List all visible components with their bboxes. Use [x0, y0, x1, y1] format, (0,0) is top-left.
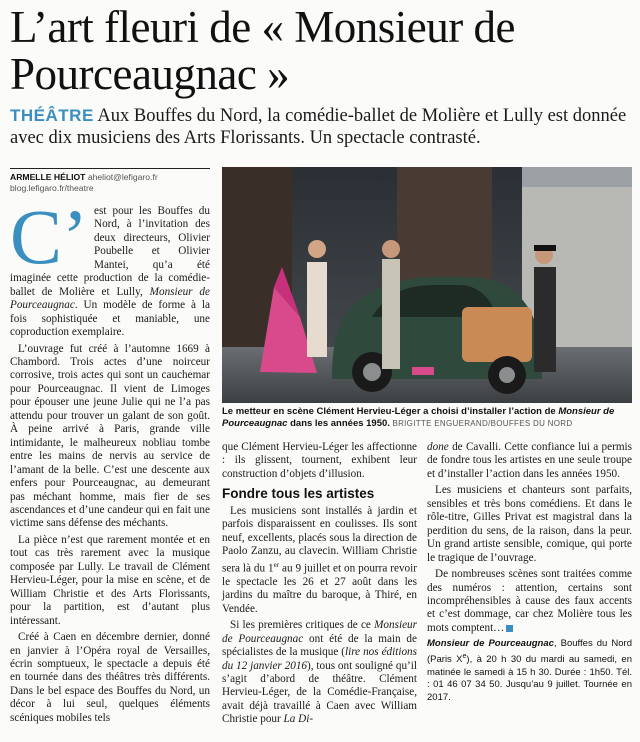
photo-caption: [222, 406, 632, 430]
paragraph: que Clément Hervieu-Léger les affectionne : ils glissent, tournent, exhibent leur construction d’objets d’illusion.: [222, 441, 417, 480]
paragraph: [222, 619, 417, 727]
paragraph: [427, 441, 632, 481]
standfirst: [10, 105, 632, 149]
stage-photo: [222, 167, 632, 403]
info-text: ), à 20 h 30 du mardi au samedi, en matinée le samedi à 15 h 30. Durée : 1h50. Tél. : 01 46 07 34 50. Jusqu’au 9 juillet. Tournée en 2017.: [427, 654, 632, 703]
paragraph: [427, 568, 632, 635]
paragraph: L’ouvrage fut créé à l’automne 1669 à Chambord. Trois actes d’une noirceur corrosive, trois actes qui sont un cauchemar pour Pourceaugnac. Il vient de Limoges pour épouser une jeune Julie qui ne l’a pas attendu pour trouver un galant de son goût. À peine arrivé à Paris, grande ville intimidante, le malheureux nobliau tombe entre les mains de nervis au service de l’amant de la belle. C’est une descente aux enfers pour Pourceaugnac, au demeurant pas méchant homme, mais fier de ses ascendances et d’une candeur qui en fait une victime sans défense des méchants.: [10, 342, 210, 530]
practical-info: [427, 638, 632, 704]
rubric-label: THÉÂTRE: [10, 106, 94, 125]
caption-text: dans les années 1950.: [287, 418, 390, 429]
byline: [10, 168, 210, 194]
dropcap: C’: [10, 193, 88, 280]
caption-text: Le metteur en scène Clément Hervieu-Léger a choisi d’installer l’action de: [222, 406, 559, 417]
headline: L’art fleuri de « Monsieur de Pourceaugnac »: [10, 2, 515, 99]
text: Les musiciens sont installés à jardin et parfois disparaissent en coulisses. Ils sont neuf, excellents, placés sous la direction de Paolo Zanzu, au clavecin. William Christie sera là du 1: [222, 504, 417, 575]
play-title: Monsieur de Pourceaugnac: [222, 619, 417, 645]
info-text: , Bouffes du Nord (Paris X: [427, 638, 633, 665]
play-title: Monsieur de Pourceaugnac: [10, 285, 210, 312]
author-email[interactable]: aheliot@lefigaro.fr: [85, 172, 158, 182]
info-title: Monsieur de Pourceaugnac: [427, 638, 554, 650]
caption-title: Monsieur de Pourceaugnac: [222, 406, 615, 429]
play-title: La Di-: [283, 713, 314, 726]
author-name: ARMELLE HÉLIOT: [10, 172, 86, 182]
text: au 9 juillet et on pourra revoir le spectacle les 26 et 27 août dans les jardins du maître du baroque, à Thiré, en Vendée.: [222, 562, 417, 615]
photo-credit: BRIGITTE ENGUERAND/BOUFFES DU NORD: [389, 419, 573, 428]
column-3: [427, 441, 632, 704]
section-heading: Fondre tous les artistes: [222, 486, 375, 502]
text: Si les premières critiques de ce: [230, 619, 375, 632]
superscript: er: [273, 560, 280, 569]
superscript: e: [462, 652, 467, 660]
paragraph: [10, 193, 210, 340]
author-blog-link[interactable]: blog.lefigaro.fr/theatre: [10, 183, 94, 193]
text: de Cavalli. Cette confiance lui a permis de fondre tous les artistes en une seule troupe et d’installer l’action dans les années 1950.: [427, 441, 632, 480]
text: ), tous ont souligné qu’il s’agit d’abord de théâtre. Clément Hervieu-Léger, de la Comédie-Française, avait déjà travaillé à Caen avec William Christie pour: [222, 659, 417, 726]
text: De nombreuses scènes sont traitées comme des numéros : attention, certains sont incompréhensibles à cause des faux accents et c’est dommage, car chez Molière tous les mots comptent…: [427, 568, 632, 634]
paragraph: La pièce n’est que rarement montée et en tout cas très rarement avec la musique composée par Lully. Le travail de Clément Hervieu-Léger, pour la mise en scène, et de William Christie et des Arts Florissants, pour la partition, est d’autant plus intéressant.: [10, 533, 210, 627]
play-title: done: [427, 441, 449, 453]
standfirst-text: Aux Bouffes du Nord, la comédie-ballet de Molière et Lully est donnée avec dix musiciens des Arts Florissants. Un spectacle contrasté.: [10, 106, 627, 148]
column-2: [222, 441, 417, 730]
end-mark-icon: [506, 625, 513, 632]
text: ont été de la main de spécialistes de la musique (: [222, 632, 417, 659]
paragraph: Créé à Caen en décembre dernier, donné en janvier à l’Opéra royal de Versailles, écrin somptueux, le spectacle a depuis été en tournée dans des théâtres très différents. Dans le bel espace des Bouffes du Nord, un décor à lui seul, quelques éléments scéniques mobiles tels: [10, 631, 210, 724]
reference: lire nos éditions du 12 janvier 2016: [222, 646, 417, 672]
paragraph: [222, 505, 417, 616]
stage-photo-illustration: [222, 167, 632, 403]
paragraph: Les musiciens et chanteurs sont parfaits, sensibles et très bons comédiens. Et dans le rôle-titre, Gilles Privat est magistral dans la perdition du sens, de la raison, dans la peur. Un grand artiste sensible, comique, qui porte le tragique de l’ouvrage.: [427, 484, 632, 564]
text: est pour les Bouffes du Nord, à l’invitation des deux directeurs, Olivier Poubelle et Olivier Mantei, qu’a été imaginée cette production de la comédie-ballet de Molière et Lully,: [10, 205, 210, 298]
text: . Un modèle de forme à la fois sophistiquée et maniable, une coproduction exemplaire.: [10, 299, 210, 339]
column-1: [10, 193, 210, 728]
